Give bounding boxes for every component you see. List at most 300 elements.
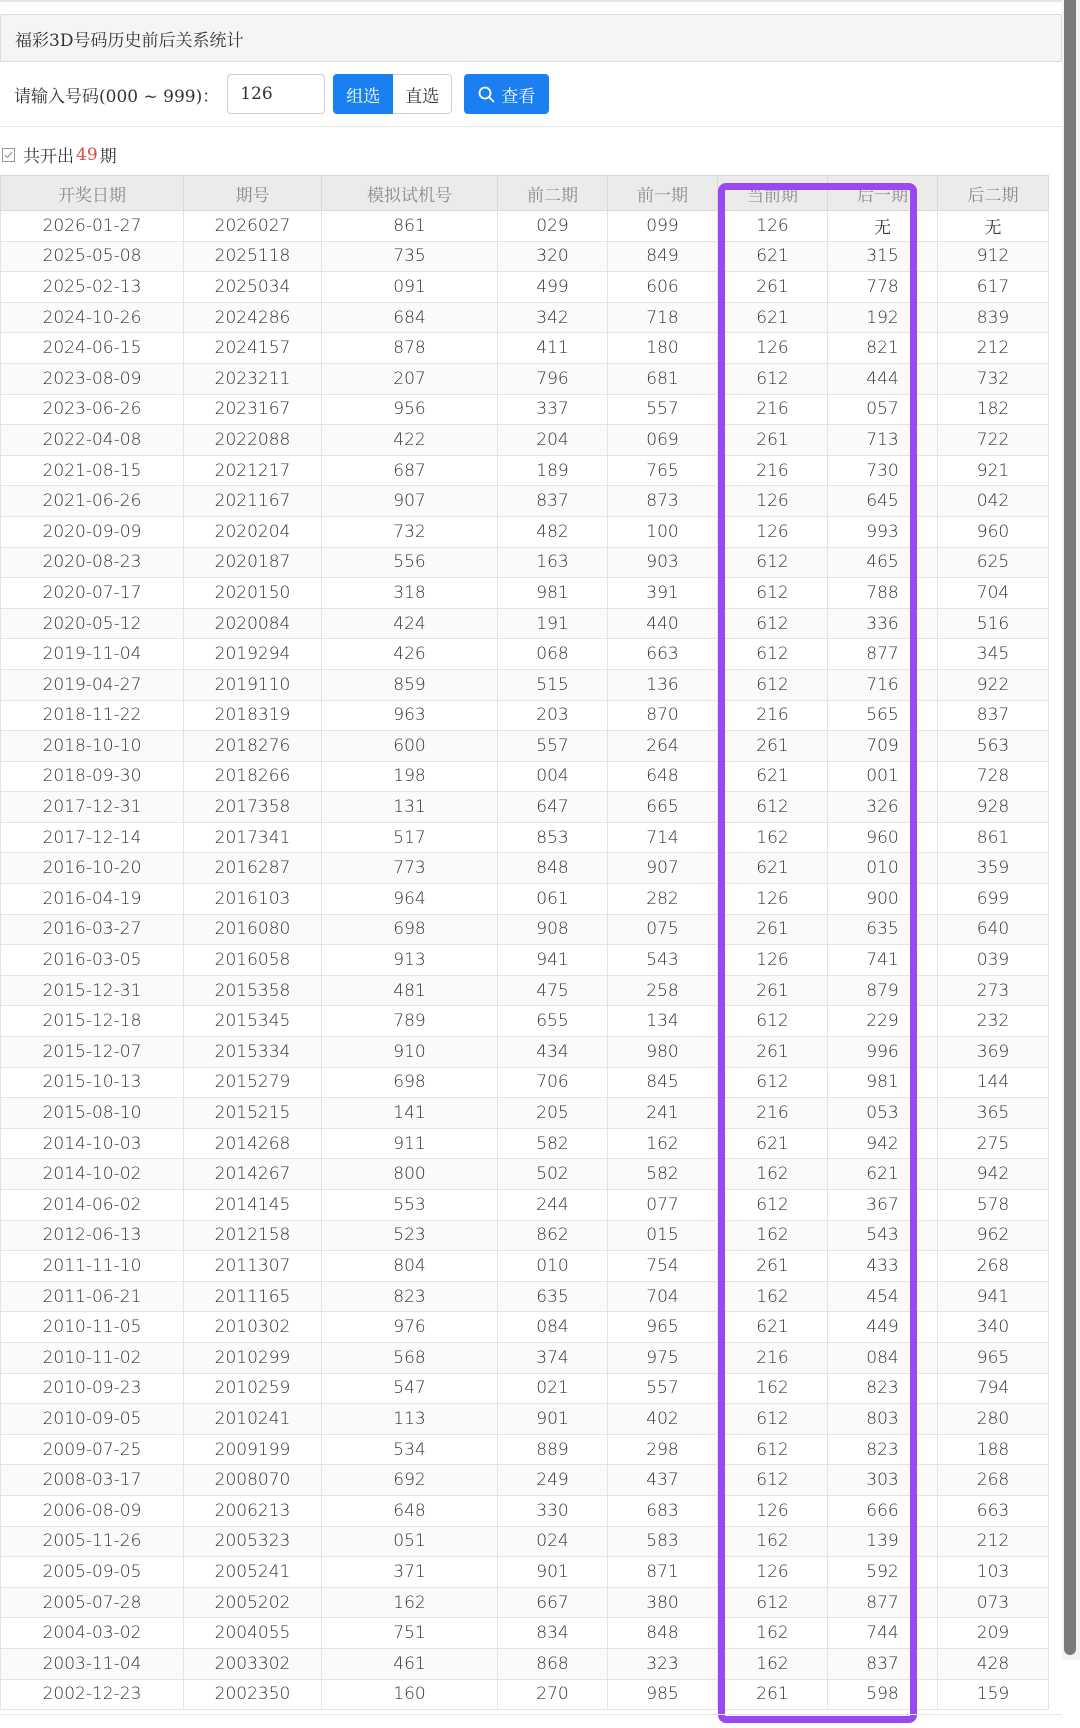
table-cell: 907: [608, 853, 718, 884]
table-cell: 2005-11-26: [1, 1526, 184, 1557]
table-cell: 868: [498, 1648, 608, 1679]
table-cell: 621: [718, 241, 828, 272]
table-cell: 2020-08-23: [1, 547, 184, 578]
table-cell: 261: [718, 1037, 828, 1068]
table-cell: 131: [322, 792, 498, 823]
table-cell: 2025-02-13: [1, 272, 184, 303]
scrollbar-thumb[interactable]: [1064, 0, 1076, 1655]
table-cell: 803: [828, 1404, 938, 1435]
table-row: [1, 272, 1049, 303]
table-cell: 2016-03-27: [1, 914, 184, 945]
table-cell: 563: [938, 731, 1049, 762]
table-cell: 612: [718, 1465, 828, 1496]
table-cell: 582: [498, 1128, 608, 1159]
table-cell: 621: [718, 1312, 828, 1343]
table-cell: 976: [322, 1312, 498, 1343]
table-cell: 162: [718, 1618, 828, 1649]
table-cell: 921: [938, 455, 1049, 486]
table-cell: 241: [608, 1098, 718, 1129]
table-cell: 261: [718, 1679, 828, 1710]
table-cell: 640: [938, 914, 1049, 945]
table-cell: 849: [608, 241, 718, 272]
table-cell: 617: [938, 272, 1049, 303]
table-cell: 800: [322, 1159, 498, 1190]
table-cell: 862: [498, 1220, 608, 1251]
table-row: [1, 547, 1049, 578]
table-cell: 889: [498, 1434, 608, 1465]
column-header: 前一期: [608, 176, 718, 211]
filter-bar: [14, 73, 549, 115]
table-cell: 318: [322, 578, 498, 609]
column-header: 模拟试机号: [322, 176, 498, 211]
table-cell: 216: [718, 455, 828, 486]
table-cell: 612: [718, 1404, 828, 1435]
table-cell: 2010299: [184, 1342, 322, 1373]
table-cell: 359: [938, 853, 1049, 884]
table-cell: 216: [718, 700, 828, 731]
table-cell: 2019110: [184, 669, 322, 700]
table-cell: 2012158: [184, 1220, 322, 1251]
table-cell: 722: [938, 425, 1049, 456]
table-cell: 192: [828, 302, 938, 333]
table-cell: 2018-09-30: [1, 761, 184, 792]
table-cell: 515: [498, 669, 608, 700]
table-cell: 2010259: [184, 1373, 322, 1404]
table-cell: 162: [718, 1526, 828, 1557]
table-row: [1, 455, 1049, 486]
table-cell: 2025034: [184, 272, 322, 303]
table-cell: 2025-05-08: [1, 241, 184, 272]
table-cell: 2019294: [184, 639, 322, 670]
table-cell: 600: [322, 731, 498, 762]
table-cell: 141: [322, 1098, 498, 1129]
table-cell: 126: [718, 486, 828, 517]
table-row: [1, 1190, 1049, 1221]
table-cell: 2003-11-04: [1, 1648, 184, 1679]
table-cell: 804: [322, 1251, 498, 1282]
table-row: [1, 608, 1049, 639]
table-cell: 2024286: [184, 302, 322, 333]
table-row: [1, 1648, 1049, 1679]
table-row: [1, 1251, 1049, 1282]
table-row: [1, 639, 1049, 670]
table-cell: 794: [938, 1373, 1049, 1404]
table-cell: 2017358: [184, 792, 322, 823]
table-cell: 029: [498, 211, 608, 242]
table-cell: 964: [322, 884, 498, 915]
table-cell: 188: [938, 1434, 1049, 1465]
table-cell: 534: [322, 1434, 498, 1465]
table-header: [1, 176, 1049, 211]
table-cell: 913: [322, 945, 498, 976]
table-cell: 182: [938, 394, 1049, 425]
table-cell: 901: [498, 1404, 608, 1435]
direct-mode-button[interactable]: 直选: [393, 74, 452, 114]
table-cell: 261: [718, 914, 828, 945]
table-cell: 648: [322, 1495, 498, 1526]
table-cell: 2016-04-19: [1, 884, 184, 915]
table-row: [1, 578, 1049, 609]
table-row: [1, 1037, 1049, 1068]
table-cell: 2020084: [184, 608, 322, 639]
table-row: [1, 333, 1049, 364]
table-cell: 845: [608, 1067, 718, 1098]
table-cell: 422: [322, 425, 498, 456]
table-cell: 444: [828, 363, 938, 394]
table-cell: 859: [322, 669, 498, 700]
table-row: [1, 1434, 1049, 1465]
table-cell: 216: [718, 1098, 828, 1129]
table-cell: 212: [938, 1526, 1049, 1557]
table-cell: 612: [718, 547, 828, 578]
table-cell: 735: [322, 241, 498, 272]
table-cell: 475: [498, 975, 608, 1006]
table-cell: 907: [322, 486, 498, 517]
table-cell: 741: [828, 945, 938, 976]
table-cell: 848: [608, 1618, 718, 1649]
table-cell: 244: [498, 1190, 608, 1221]
table-cell: 823: [828, 1373, 938, 1404]
table-cell: 2018266: [184, 761, 322, 792]
table-cell: 2015334: [184, 1037, 322, 1068]
table-cell: 837: [498, 486, 608, 517]
table-cell: 229: [828, 1006, 938, 1037]
table-cell: 402: [608, 1404, 718, 1435]
table-cell: 704: [608, 1281, 718, 1312]
table-cell: 2019-11-04: [1, 639, 184, 670]
table-cell: 709: [828, 731, 938, 762]
table-cell: 2015-12-31: [1, 975, 184, 1006]
table-cell: 2021-06-26: [1, 486, 184, 517]
table-cell: 765: [608, 455, 718, 486]
column-header: 前二期: [498, 176, 608, 211]
table-cell: 2010-11-05: [1, 1312, 184, 1343]
table-cell: 2018-11-22: [1, 700, 184, 731]
table-cell: 2010241: [184, 1404, 322, 1435]
table-cell: 261: [718, 1251, 828, 1282]
table-cell: 2015358: [184, 975, 322, 1006]
table-cell: 204: [498, 425, 608, 456]
table-cell: 261: [718, 975, 828, 1006]
table-cell: 2021167: [184, 486, 322, 517]
table-cell: 249: [498, 1465, 608, 1496]
table-cell: 621: [718, 761, 828, 792]
table-row: [1, 241, 1049, 272]
table-row: [1, 1342, 1049, 1373]
table-cell: 010: [498, 1251, 608, 1282]
table-cell: 910: [322, 1037, 498, 1068]
table-cell: 371: [322, 1557, 498, 1588]
table-cell: 2005241: [184, 1557, 322, 1588]
table-cell: 053: [828, 1098, 938, 1129]
table-cell: 877: [828, 1587, 938, 1618]
table-cell: 326: [828, 792, 938, 823]
table-cell: 无: [938, 211, 1049, 242]
table-cell: 084: [498, 1312, 608, 1343]
table-row: [1, 1495, 1049, 1526]
table-cell: 663: [608, 639, 718, 670]
table-cell: 189: [498, 455, 608, 486]
table-cell: 870: [608, 700, 718, 731]
table-cell: 134: [608, 1006, 718, 1037]
table-cell: 2026027: [184, 211, 322, 242]
table-cell: 212: [938, 333, 1049, 364]
table-cell: 2020150: [184, 578, 322, 609]
table-cell: 612: [718, 669, 828, 700]
table-row: [1, 1618, 1049, 1649]
table-cell: 232: [938, 1006, 1049, 1037]
table-cell: 2005-09-05: [1, 1557, 184, 1588]
table-cell: 823: [828, 1434, 938, 1465]
table-cell: 024: [498, 1526, 608, 1557]
table-cell: 139: [828, 1526, 938, 1557]
table-cell: 2002-12-23: [1, 1679, 184, 1710]
table-cell: 612: [718, 578, 828, 609]
table-row: [1, 1067, 1049, 1098]
table-header-row: [1, 176, 1049, 211]
table-cell: 612: [718, 1434, 828, 1465]
table-cell: 203: [498, 700, 608, 731]
table-cell: 069: [608, 425, 718, 456]
column-header: 开奖日期: [1, 176, 184, 211]
table-cell: 744: [828, 1618, 938, 1649]
table-cell: 2014145: [184, 1190, 322, 1221]
divider: [0, 126, 1062, 127]
table-cell: 665: [608, 792, 718, 823]
table-cell: 965: [938, 1342, 1049, 1373]
table-cell: 704: [938, 578, 1049, 609]
history-table: [0, 175, 1049, 1710]
table-cell: 699: [938, 884, 1049, 915]
table-cell: 645: [828, 486, 938, 517]
table-cell: 941: [498, 945, 608, 976]
table-cell: 2002350: [184, 1679, 322, 1710]
table-cell: 879: [828, 975, 938, 1006]
table-cell: 612: [718, 608, 828, 639]
table-cell: 523: [322, 1220, 498, 1251]
table-cell: 861: [938, 822, 1049, 853]
table-cell: 2005202: [184, 1587, 322, 1618]
table-cell: 698: [322, 914, 498, 945]
table-cell: 454: [828, 1281, 938, 1312]
summary: [2, 142, 117, 167]
table-cell: 084: [828, 1342, 938, 1373]
table-cell: 424: [322, 608, 498, 639]
table-cell: 481: [322, 975, 498, 1006]
table-cell: 823: [322, 1281, 498, 1312]
table-cell: 2020-07-17: [1, 578, 184, 609]
table-row: [1, 394, 1049, 425]
table-cell: 2024-10-26: [1, 302, 184, 333]
table-cell: 621: [718, 853, 828, 884]
table-cell: 848: [498, 853, 608, 884]
table-cell: 837: [828, 1648, 938, 1679]
table-cell: 345: [938, 639, 1049, 670]
top-divider: [0, 0, 1062, 2]
table-row: [1, 853, 1049, 884]
table-row: [1, 425, 1049, 456]
column-header: 后一期: [828, 176, 938, 211]
table-row: [1, 363, 1049, 394]
table-cell: 162: [322, 1587, 498, 1618]
table-cell: 692: [322, 1465, 498, 1496]
table-cell: 2015-12-07: [1, 1037, 184, 1068]
view-button[interactable]: [464, 74, 549, 114]
table-cell: 2025118: [184, 241, 322, 272]
table-row: [1, 1587, 1049, 1618]
table-cell: 499: [498, 272, 608, 303]
table-cell: 962: [938, 1220, 1049, 1251]
table-cell: 449: [828, 1312, 938, 1343]
table-cell: 268: [938, 1465, 1049, 1496]
table-cell: 647: [498, 792, 608, 823]
table-cell: 956: [322, 394, 498, 425]
table-cell: 871: [608, 1557, 718, 1588]
table-cell: 716: [828, 669, 938, 700]
table-row: [1, 731, 1049, 762]
table-row: [1, 1465, 1049, 1496]
table-cell: 209: [938, 1618, 1049, 1649]
table-cell: 2006213: [184, 1495, 322, 1526]
table-row: [1, 1526, 1049, 1557]
table-cell: 606: [608, 272, 718, 303]
table-row: [1, 1281, 1049, 1312]
table-row: [1, 1679, 1049, 1710]
table-row: [1, 1312, 1049, 1343]
table-row: [1, 822, 1049, 853]
table-cell: 556: [322, 547, 498, 578]
table-cell: 113: [322, 1404, 498, 1435]
group-mode-button[interactable]: 组选: [333, 74, 393, 114]
table-body: [1, 211, 1049, 1710]
table-cell: 612: [718, 1006, 828, 1037]
table-cell: 2014-10-03: [1, 1128, 184, 1159]
table-cell: 911: [322, 1128, 498, 1159]
table-cell: 789: [322, 1006, 498, 1037]
table-cell: 275: [938, 1128, 1049, 1159]
summary-prefix: 共开出: [23, 147, 74, 167]
page-title: [0, 14, 1062, 62]
table-cell: 621: [828, 1159, 938, 1190]
table-cell: 340: [938, 1312, 1049, 1343]
table-cell: 706: [498, 1067, 608, 1098]
table-cell: 057: [828, 394, 938, 425]
table-cell: 342: [498, 302, 608, 333]
table-cell: 2022088: [184, 425, 322, 456]
page-title-text: 福彩3D号码历史前后关系统计: [15, 30, 244, 51]
table-cell: 2018276: [184, 731, 322, 762]
table-row: [1, 1373, 1049, 1404]
table-cell: 985: [608, 1679, 718, 1710]
table-cell: 261: [718, 272, 828, 303]
table-cell: 960: [828, 822, 938, 853]
table-row: [1, 1128, 1049, 1159]
table-cell: 2009-07-25: [1, 1434, 184, 1465]
table-cell: 877: [828, 639, 938, 670]
checklist-icon: [2, 147, 15, 162]
table-cell: 2018319: [184, 700, 322, 731]
table-cell: 2005323: [184, 1526, 322, 1557]
table-cell: 440: [608, 608, 718, 639]
table-cell: 583: [608, 1526, 718, 1557]
table-cell: 2016058: [184, 945, 322, 976]
table-cell: 667: [498, 1587, 608, 1618]
table-cell: 100: [608, 516, 718, 547]
table-cell: 625: [938, 547, 1049, 578]
table-cell: 873: [608, 486, 718, 517]
table-cell: 2011307: [184, 1251, 322, 1282]
table-cell: 433: [828, 1251, 938, 1282]
table-cell: 612: [718, 792, 828, 823]
table-cell: 2017-12-31: [1, 792, 184, 823]
table-cell: 336: [828, 608, 938, 639]
column-header: 当前期: [718, 176, 828, 211]
table-cell: 461: [322, 1648, 498, 1679]
table-cell: 091: [322, 272, 498, 303]
table-cell: 2024-06-15: [1, 333, 184, 364]
table-cell: 942: [828, 1128, 938, 1159]
table-cell: 010: [828, 853, 938, 884]
summary-suffix: 期: [99, 147, 117, 167]
table-cell: 681: [608, 363, 718, 394]
table-cell: 369: [938, 1037, 1049, 1068]
table-cell: 162: [718, 1373, 828, 1404]
number-input-label: 请输入号码(000 ~ 999)：: [14, 86, 220, 107]
table-cell: 788: [828, 578, 938, 609]
table-cell: 598: [828, 1679, 938, 1710]
number-input[interactable]: [227, 74, 325, 114]
table-cell: 075: [608, 914, 718, 945]
table-cell: 126: [718, 884, 828, 915]
table-cell: 981: [498, 578, 608, 609]
table-cell: 261: [718, 731, 828, 762]
table-cell: 298: [608, 1434, 718, 1465]
table-cell: 337: [498, 394, 608, 425]
table-row: [1, 1098, 1049, 1129]
table-cell: 437: [608, 1465, 718, 1496]
table-cell: 126: [718, 1557, 828, 1588]
table-cell: 502: [498, 1159, 608, 1190]
table-cell: 912: [938, 241, 1049, 272]
table-cell: 565: [828, 700, 938, 731]
summary-count: 49: [76, 144, 98, 165]
table-cell: 516: [938, 608, 1049, 639]
table-cell: 163: [498, 547, 608, 578]
table-cell: 547: [322, 1373, 498, 1404]
table-row: [1, 516, 1049, 547]
table-cell: 543: [828, 1220, 938, 1251]
table-cell: 411: [498, 333, 608, 364]
table-cell: 2015215: [184, 1098, 322, 1129]
table-cell: 839: [938, 302, 1049, 333]
table-cell: 621: [718, 1128, 828, 1159]
table-cell: 207: [322, 363, 498, 394]
table-cell: 732: [322, 516, 498, 547]
table-cell: 2022-04-08: [1, 425, 184, 456]
table-cell: 268: [938, 1251, 1049, 1282]
table-cell: 159: [938, 1679, 1049, 1710]
table-cell: 878: [322, 333, 498, 364]
table-row: [1, 700, 1049, 731]
table-cell: 2020187: [184, 547, 322, 578]
table-cell: 557: [498, 731, 608, 762]
table-cell: 2023211: [184, 363, 322, 394]
table-cell: 568: [322, 1342, 498, 1373]
table-row: [1, 792, 1049, 823]
table-cell: 068: [498, 639, 608, 670]
table-cell: 280: [938, 1404, 1049, 1435]
table-cell: 103: [938, 1557, 1049, 1588]
